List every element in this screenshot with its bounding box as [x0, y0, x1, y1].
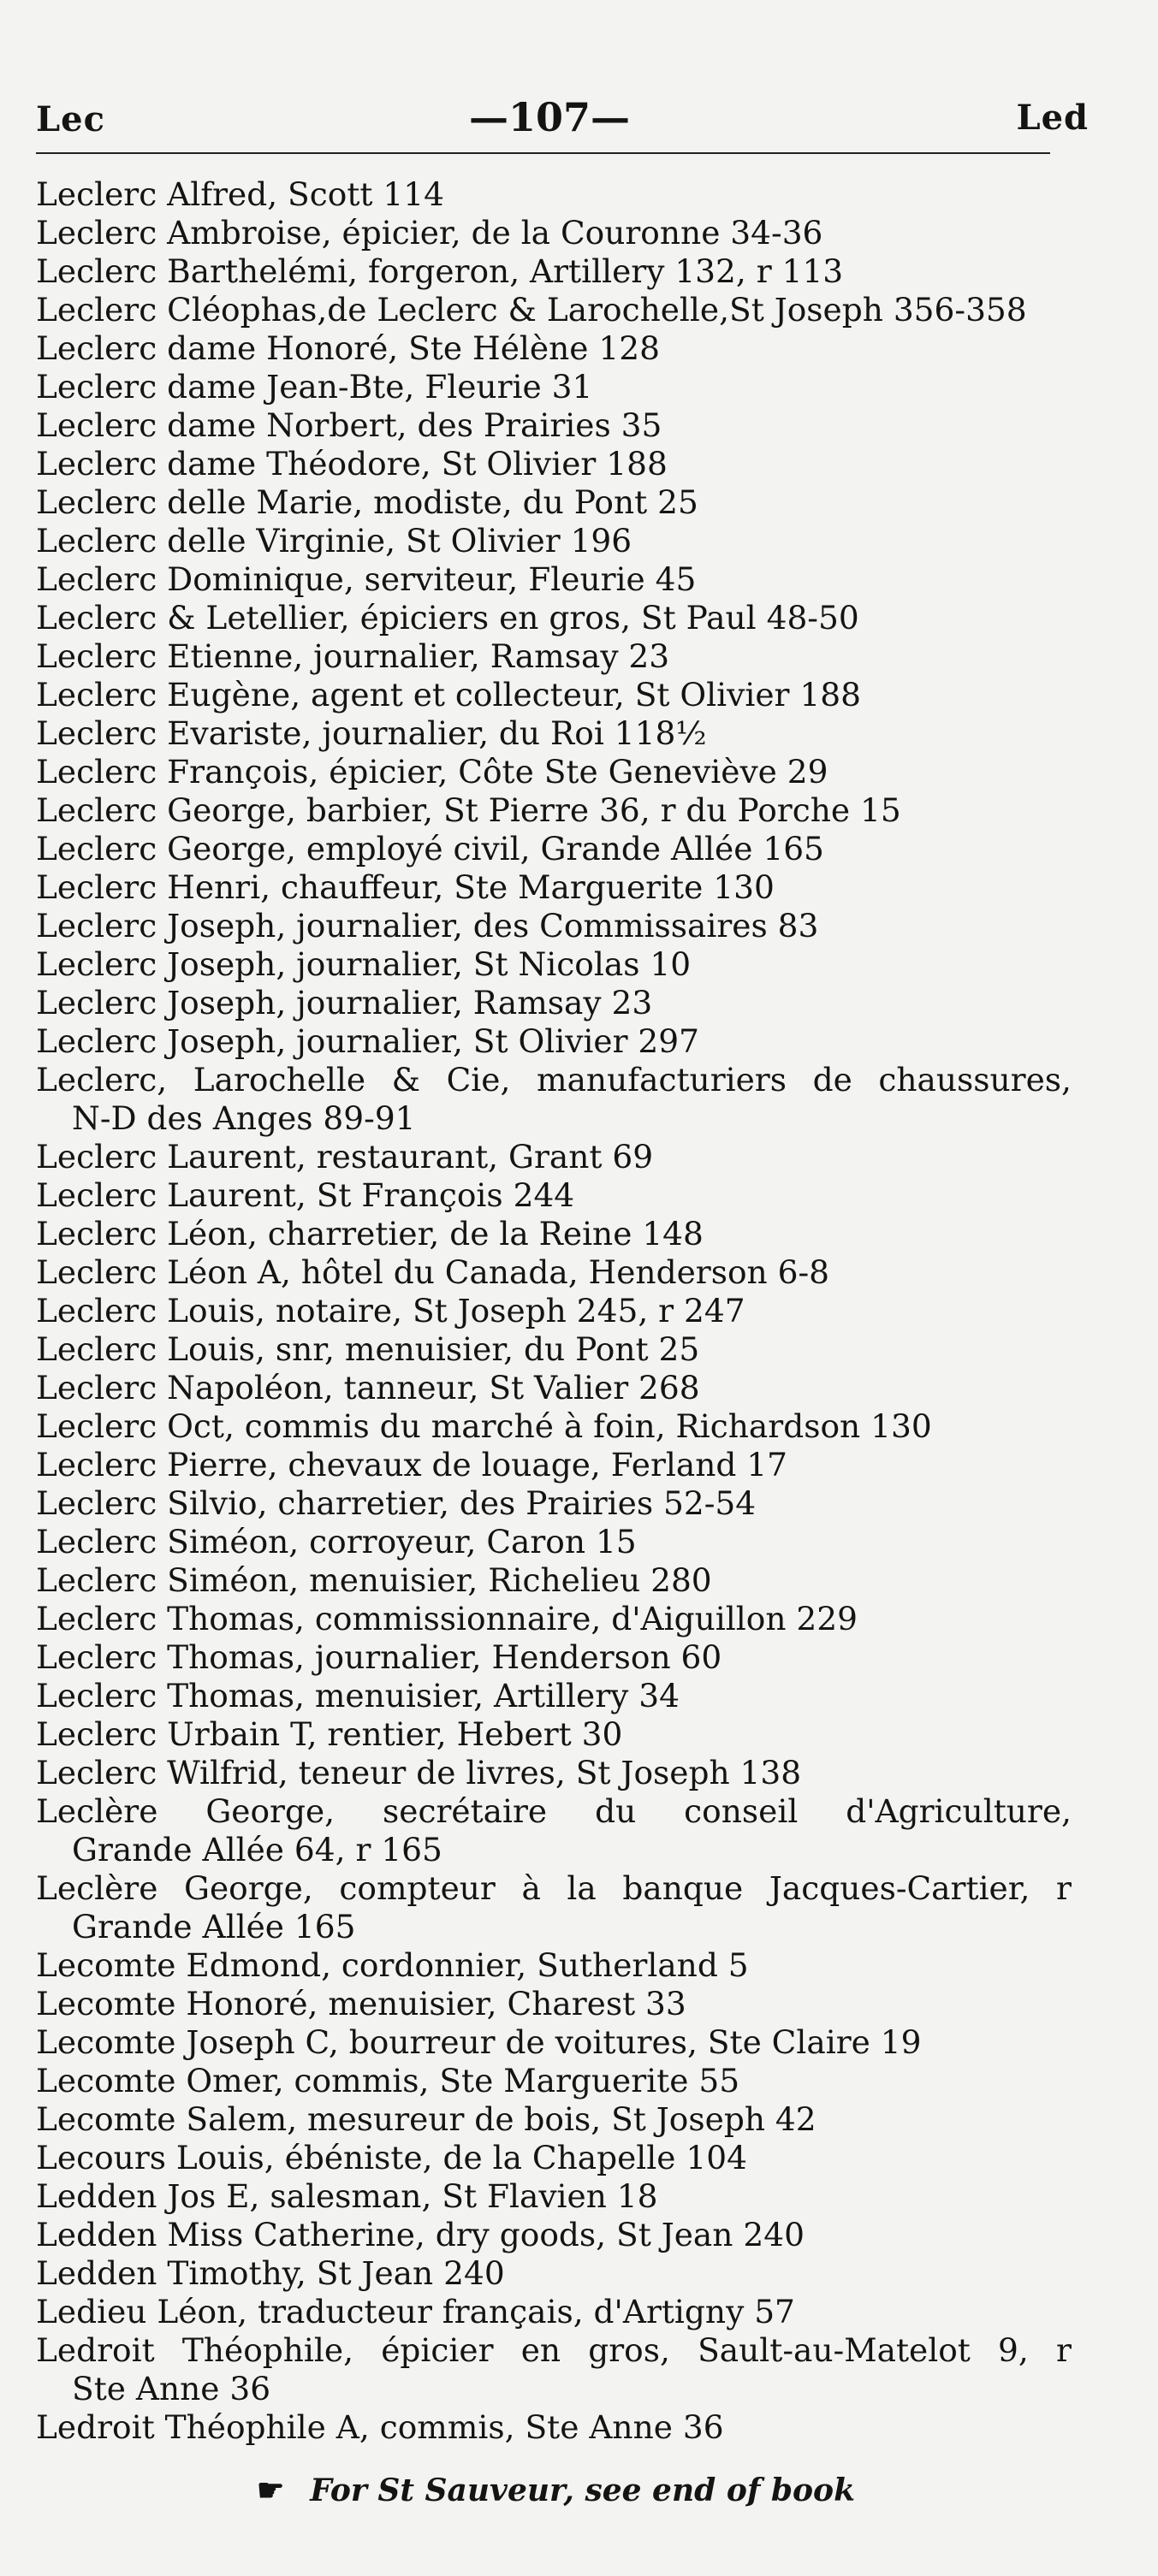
directory-entry: Leclerc George, barbier, St Pierre 36, r du Porche 15 — [36, 791, 901, 829]
directory-entry: Leclerc dame Norbert, des Prairies 35 — [36, 406, 662, 444]
entry-word: Larochelle — [193, 1061, 366, 1099]
directory-entry: Leclerc Silvio, charretier, des Prairies 52-54 — [36, 1484, 757, 1522]
entry-word: Ledroit — [36, 2331, 155, 2369]
directory-entry: Leclerc dame Jean-Bte, Fleurie 31 — [36, 368, 593, 406]
entry-word: secrétaire — [383, 1792, 548, 1830]
entry-word: 9, — [998, 2331, 1029, 2369]
directory-entry: Leclerc Siméon, corroyeur, Caron 15 — [36, 1523, 637, 1560]
directory-entry — [36, 2331, 1089, 2408]
entry-first-line — [36, 1061, 1072, 1099]
entry-word: gros, — [588, 2331, 670, 2369]
entry-first-line — [36, 1792, 1072, 1831]
entry-continuation: Grande Allée 165 — [72, 1908, 356, 1945]
directory-entry: Leclerc François, épicier, Côte Ste Geneviève 29 — [36, 753, 828, 791]
entry-word: & — [391, 1061, 421, 1099]
pointing-hand-icon: ☛ — [257, 2472, 285, 2508]
header-right-index: Led — [1016, 98, 1089, 138]
directory-entry: Leclerc Louis, snr, menuisier, du Pont 25 — [36, 1330, 700, 1368]
entry-word: conseil — [684, 1792, 799, 1830]
entry-word: Leclère — [36, 1792, 158, 1830]
directory-entry: Leclerc dame Théodore, St Olivier 188 — [36, 445, 668, 483]
directory-entry: Leclerc Joseph, journalier, St Olivier 297 — [36, 1022, 699, 1060]
directory-entry: Leclerc Thomas, commissionnaire, d'Aiguillon 229 — [36, 1600, 858, 1637]
directory-entry: Leclerc Dominique, serviteur, Fleurie 45 — [36, 560, 697, 598]
entry-word: George, — [205, 1792, 336, 1830]
entry-word: Leclerc, — [36, 1061, 168, 1099]
directory-entry: Leclerc Evariste, journalier, du Roi 118½ — [36, 714, 707, 752]
directory-entry: Leclerc Wilfrid, teneur de livres, St Joseph 138 — [36, 1754, 802, 1791]
directory-entry: Leclerc Barthelémi, forgeron, Artillery 132, r 113 — [36, 252, 844, 290]
directory-entries — [36, 175, 1089, 2447]
page-number: —107— — [468, 94, 631, 140]
entry-word: Sault-au-Matelot — [698, 2331, 971, 2369]
page-header — [36, 94, 1089, 145]
entry-word: Cie, — [446, 1061, 511, 1099]
header-left-index: Lec — [36, 99, 105, 139]
directory-entry: Leclerc Joseph, journalier, Ramsay 23 — [36, 984, 653, 1022]
directory-entry: Leclerc Joseph, journalier, des Commissaires 83 — [36, 907, 819, 945]
entry-word: manufacturiers — [537, 1061, 787, 1099]
directory-entry: Ledroit Théophile A, commis, Ste Anne 36 — [36, 2408, 724, 2446]
directory-entry: Leclerc Louis, notaire, St Joseph 245, r 247 — [36, 1292, 745, 1329]
directory-entry: Leclerc Siméon, menuisier, Richelieu 280 — [36, 1561, 712, 1599]
directory-entry: Leclerc Ambroise, épicier, de la Couronne 34-36 — [36, 214, 823, 252]
directory-entry: Leclerc Joseph, journalier, St Nicolas 10 — [36, 945, 692, 983]
entry-continuation: Ste Anne 36 — [72, 2370, 271, 2407]
directory-entry: Lecours Louis, ébéniste, de la Chapelle 104 — [36, 2139, 747, 2176]
entry-word: Jacques-Cartier, — [769, 1869, 1030, 1907]
footer-note — [257, 2472, 941, 2508]
directory-entry: Leclerc Laurent, St François 244 — [36, 1176, 575, 1214]
entry-word: George, — [184, 1869, 313, 1907]
entry-word: Théophile, — [181, 2331, 354, 2369]
entry-word: Leclère — [36, 1869, 158, 1907]
directory-entry — [36, 1061, 1089, 1138]
entry-word: la — [567, 1869, 597, 1907]
directory-entry: Leclerc Oct, commis du marché à foin, Richardson 130 — [36, 1407, 932, 1445]
directory-entry: Leclerc Léon A, hôtel du Canada, Henderson 6-8 — [36, 1253, 829, 1291]
directory-entry: Leclerc Urbain T, rentier, Hebert 30 — [36, 1715, 623, 1753]
entry-word: d'Agriculture, — [846, 1792, 1072, 1830]
entry-word: épicier — [381, 2331, 494, 2369]
directory-entry: Leclerc Thomas, journalier, Henderson 60 — [36, 1638, 722, 1676]
directory-entry: Ledden Jos E, salesman, St Flavien 18 — [36, 2177, 658, 2215]
directory-entry: Ledieu Léon, traducteur français, d'Artigny 57 — [36, 2293, 795, 2330]
entry-word: chaussures, — [878, 1061, 1072, 1099]
directory-entry: Ledden Miss Catherine, dry goods, St Jean 240 — [36, 2216, 805, 2253]
directory-entry — [36, 1869, 1089, 1946]
entry-word: compteur — [339, 1869, 496, 1907]
directory-entry: Lecomte Salem, mesureur de bois, St Joseph 42 — [36, 2100, 817, 2138]
directory-entry: Leclerc dame Honoré, Ste Hélène 128 — [36, 329, 660, 367]
directory-entry: Leclerc Cléophas,de Leclerc & Larochelle,St Joseph 356-358 — [36, 291, 1027, 329]
directory-entry: Lecomte Honoré, menuisier, Charest 33 — [36, 1985, 686, 2022]
directory-entry: Leclerc Laurent, restaurant, Grant 69 — [36, 1138, 654, 1175]
entry-word: à — [521, 1869, 541, 1907]
footer-text: For St Sauveur, see end of book — [310, 2472, 856, 2508]
entry-word: du — [595, 1792, 637, 1830]
directory-entry: Leclerc Napoléon, tanneur, St Valier 268 — [36, 1369, 700, 1406]
directory-entry: Leclerc Etienne, journalier, Ramsay 23 — [36, 637, 670, 675]
directory-entry — [36, 1792, 1089, 1869]
directory-entry: Leclerc Henri, chauffeur, Ste Marguerite 130 — [36, 868, 775, 906]
entry-first-line — [36, 2331, 1072, 2370]
entry-first-line — [36, 1869, 1072, 1908]
directory-entry: Leclerc Thomas, menuisier, Artillery 34 — [36, 1677, 680, 1714]
entry-continuation: N-D des Anges 89-91 — [72, 1099, 416, 1137]
entry-word: en — [520, 2331, 561, 2369]
directory-entry: Lecomte Omer, commis, Ste Marguerite 55 — [36, 2062, 740, 2099]
entry-word: r — [1056, 1869, 1072, 1907]
entry-continuation: Grande Allée 64, r 165 — [72, 1831, 442, 1868]
entry-word: banque — [622, 1869, 744, 1907]
directory-entry: Ledden Timothy, St Jean 240 — [36, 2254, 505, 2292]
directory-entry: Leclerc & Letellier, épiciers en gros, St Paul 48-50 — [36, 599, 859, 637]
header-rule — [36, 152, 1050, 154]
directory-entry: Leclerc delle Marie, modiste, du Pont 25 — [36, 483, 698, 521]
directory-entry: Leclerc delle Virginie, St Olivier 196 — [36, 522, 632, 560]
directory-entry: Leclerc Alfred, Scott 114 — [36, 175, 444, 213]
entry-word: de — [812, 1061, 852, 1099]
directory-entry: Lecomte Edmond, cordonnier, Sutherland 5 — [36, 1946, 749, 1984]
directory-entry: Leclerc George, employé civil, Grande Allée 165 — [36, 830, 824, 868]
directory-entry: Leclerc Léon, charretier, de la Reine 148 — [36, 1215, 704, 1252]
entry-word: r — [1056, 2331, 1072, 2369]
directory-entry: Leclerc Eugène, agent et collecteur, St Olivier 188 — [36, 676, 861, 714]
directory-entry: Lecomte Joseph C, bourreur de voitures, Ste Claire 19 — [36, 2023, 922, 2061]
directory-entry: Leclerc Pierre, chevaux de louage, Ferland 17 — [36, 1446, 788, 1483]
